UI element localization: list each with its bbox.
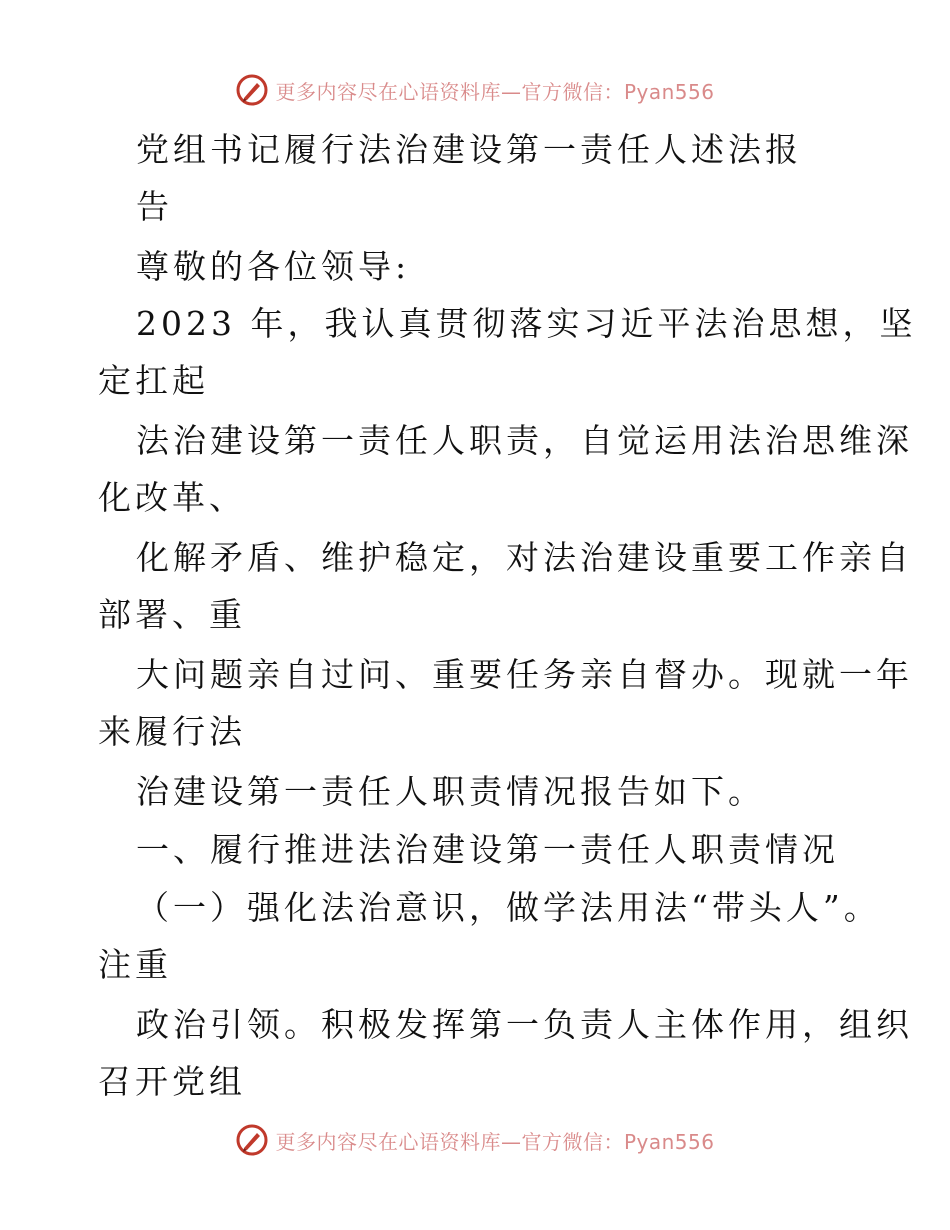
header-banner xyxy=(0,70,950,110)
header-banner-text: 更多内容尽在心语资料库—官方微信：Pyan556 xyxy=(275,79,715,104)
salutation: 尊敬的各位领导: xyxy=(136,247,411,286)
section-heading: 一、履行推进法治建设第一责任人职责情况 xyxy=(136,830,839,869)
paragraph-line: 注重 xyxy=(98,945,172,984)
footer-banner-text: 更多内容尽在心语资料库—官方微信：Pyan556 xyxy=(275,1129,715,1154)
paragraph-line: 召开党组 xyxy=(98,1062,246,1101)
paragraph-line: 法治建设第一责任人职责，自觉运用法治思维深 xyxy=(136,421,913,460)
paragraph-line: 化解矛盾、维护稳定，对法治建设重要工作亲自 xyxy=(136,538,913,577)
pen-logo-icon xyxy=(235,1123,269,1157)
paragraph-line: 部署、重 xyxy=(98,595,246,634)
paragraph-line: 大问题亲自过问、重要任务亲自督办。现就一年 xyxy=(136,655,913,694)
paragraph-line: 治建设第一责任人职责情况报告如下。 xyxy=(136,772,765,811)
document-title-line-2: 告 xyxy=(136,187,173,226)
paragraph-line: 政治引领。积极发挥第一负责人主体作用，组织 xyxy=(136,1005,913,1044)
subsection-heading: （一）强化法治意识，做学法用法“带头人”。 xyxy=(136,888,881,927)
paragraph-line: 定扛起 xyxy=(98,361,209,400)
document-title-line-1: 党组书记履行法治建设第一责任人述法报 xyxy=(136,130,802,169)
paragraph-line: 化改革、 xyxy=(98,478,246,517)
footer-banner xyxy=(0,1120,950,1160)
pen-logo-icon xyxy=(235,73,269,107)
paragraph-line: 来履行法 xyxy=(98,712,246,751)
paragraph-line: 2023 年，我认真贯彻落实习近平法治思想，坚 xyxy=(136,304,917,343)
